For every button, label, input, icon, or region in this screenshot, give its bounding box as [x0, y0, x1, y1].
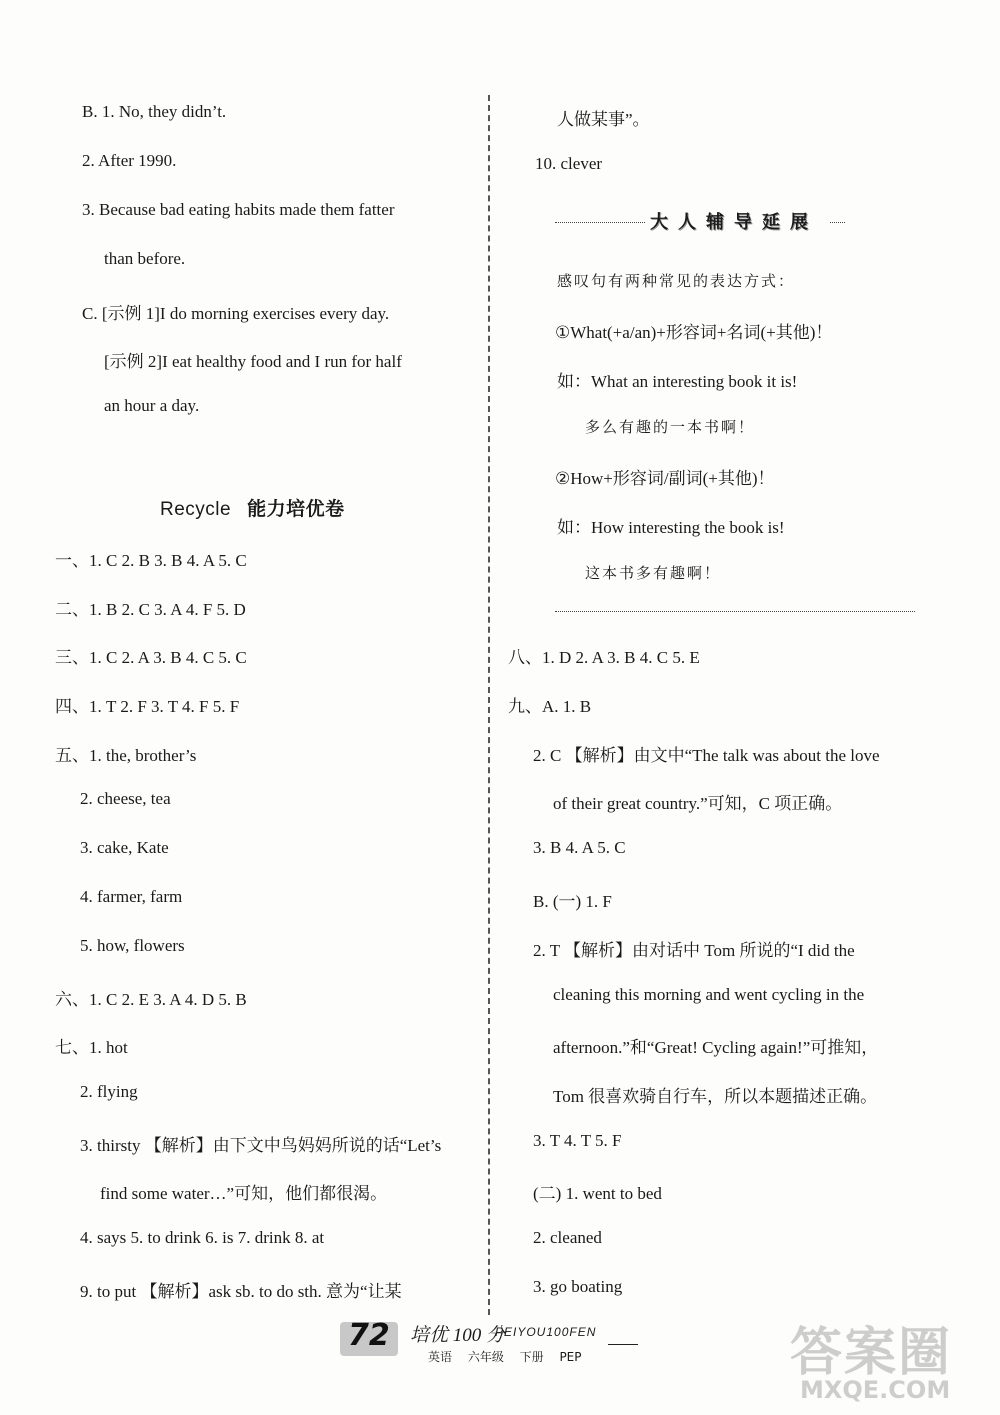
- tutor-note: 这本书多有趣啊！: [585, 566, 722, 582]
- answer-line: 2. flying: [80, 1082, 138, 1101]
- answer-line: 一、1. C 2. B 3. B 4. A 5. C: [55, 551, 247, 570]
- tutor-box-title: [555, 208, 845, 236]
- answer-line: 4. farmer, farm: [80, 887, 183, 906]
- answer-line: 二、1. B 2. C 3. A 4. F 5. D: [55, 600, 246, 619]
- answer-line: 九、A. 1. B: [508, 697, 592, 716]
- footer-pinyin: PEIYOU100FEN: [495, 1325, 597, 1339]
- tutor-note: ②How+形容词/副词(+其他)！: [555, 469, 775, 488]
- watermark-url: MXQE.COM: [800, 1376, 951, 1404]
- answer-line: 八、1. D 2. A 3. B 4. C 5. E: [508, 648, 700, 667]
- answer-line: 2. cheese, tea: [80, 789, 171, 808]
- answer-line: 2. After 1990.: [82, 151, 177, 170]
- answer-line: 2. C 【解析】由文中“The talk was about the love: [533, 746, 880, 765]
- answer-line: 9. to put 【解析】ask sb. to do sth. 意为“让某: [80, 1282, 402, 1301]
- answer-line: 人做某事”。: [557, 110, 650, 129]
- answer-line: find some water…”可知，他们都很渴。: [100, 1184, 388, 1203]
- answer-line: of their great country.”可知，C 项正确。: [553, 794, 843, 813]
- tutor-note: ①What(+a/an)+形容词+名词(+其他)！: [555, 323, 833, 342]
- answer-line: 4. says 5. to drink 6. is 7. drink 8. at: [80, 1228, 325, 1247]
- answer-line: 3. thirsty 【解析】由下文中鸟妈妈所说的话“Let’s: [80, 1136, 442, 1155]
- tutor-note: 如：What an interesting book it is!: [557, 372, 798, 391]
- answer-line: afternoon.”和“Great! Cycling again!”可推知，: [553, 1038, 879, 1057]
- footer-brand: 培优 100 分: [410, 1325, 506, 1346]
- tutor-note: 感叹句有两种常见的表达方式：: [557, 274, 796, 290]
- section-heading: [160, 494, 345, 521]
- answer-line: 3. cake, Kate: [80, 838, 169, 857]
- tutor-note: 多么有趣的一本书啊！: [585, 420, 756, 436]
- answer-line: 三、1. C 2. A 3. B 4. C 5. C: [55, 648, 247, 667]
- tutor-note: 如：How interesting the book is!: [557, 518, 785, 537]
- answer-line: 3. T 4. T 5. F: [533, 1131, 622, 1150]
- column-divider: [488, 95, 490, 1315]
- answer-line: 六、1. C 2. E 3. A 4. D 5. B: [55, 990, 247, 1009]
- answer-line: C. [示例 1]I do morning exercises every day.: [82, 304, 390, 323]
- answer-line: B. (一) 1. F: [533, 892, 612, 911]
- page-footer: [340, 1318, 760, 1368]
- answer-line: [示例 2]I eat healthy food and I run for half: [104, 352, 402, 371]
- answer-line: B. 1. No, they didn’t.: [82, 102, 227, 121]
- watermark-text: 答案圈: [790, 1323, 953, 1383]
- watermark-logo: [790, 1310, 995, 1410]
- answer-line: 10. clever: [535, 154, 603, 173]
- answer-line: (二) 1. went to bed: [533, 1184, 662, 1203]
- answer-line: 2. cleaned: [533, 1228, 602, 1247]
- footer-subtitle: 英语 六年级 下册 PEP: [428, 1350, 582, 1364]
- answer-line: 3. go boating: [533, 1277, 623, 1296]
- dotted-rule: [555, 611, 915, 612]
- answer-line: 2. T 【解析】由对话中 Tom 所说的“I did the: [533, 941, 855, 960]
- answer-line: 七、1. hot: [55, 1038, 128, 1057]
- answer-line: cleaning this morning and went cycling in the: [553, 985, 865, 1004]
- dotted-rule: [830, 222, 845, 223]
- answer-line: an hour a day.: [104, 396, 200, 415]
- dotted-rule: [555, 222, 645, 223]
- arrow-icon: [608, 1344, 638, 1345]
- answer-line: 5. how, flowers: [80, 936, 185, 955]
- page-number: 72: [348, 1318, 390, 1353]
- answer-line: 3. Because bad eating habits made them fatter: [82, 200, 395, 219]
- answer-line: than before.: [104, 249, 186, 268]
- answer-line: 五、1. the, brother’s: [55, 746, 197, 765]
- heading-english: Recycle: [160, 499, 232, 520]
- answer-line: 3. B 4. A 5. C: [533, 838, 626, 857]
- tutor-box-title-text: 大人辅导延展: [650, 212, 818, 233]
- heading-chinese: 能力培优卷: [247, 499, 345, 520]
- answer-line: Tom 很喜欢骑自行车，所以本题描述正确。: [553, 1087, 878, 1106]
- answer-line: 四、1. T 2. F 3. T 4. F 5. F: [55, 697, 240, 716]
